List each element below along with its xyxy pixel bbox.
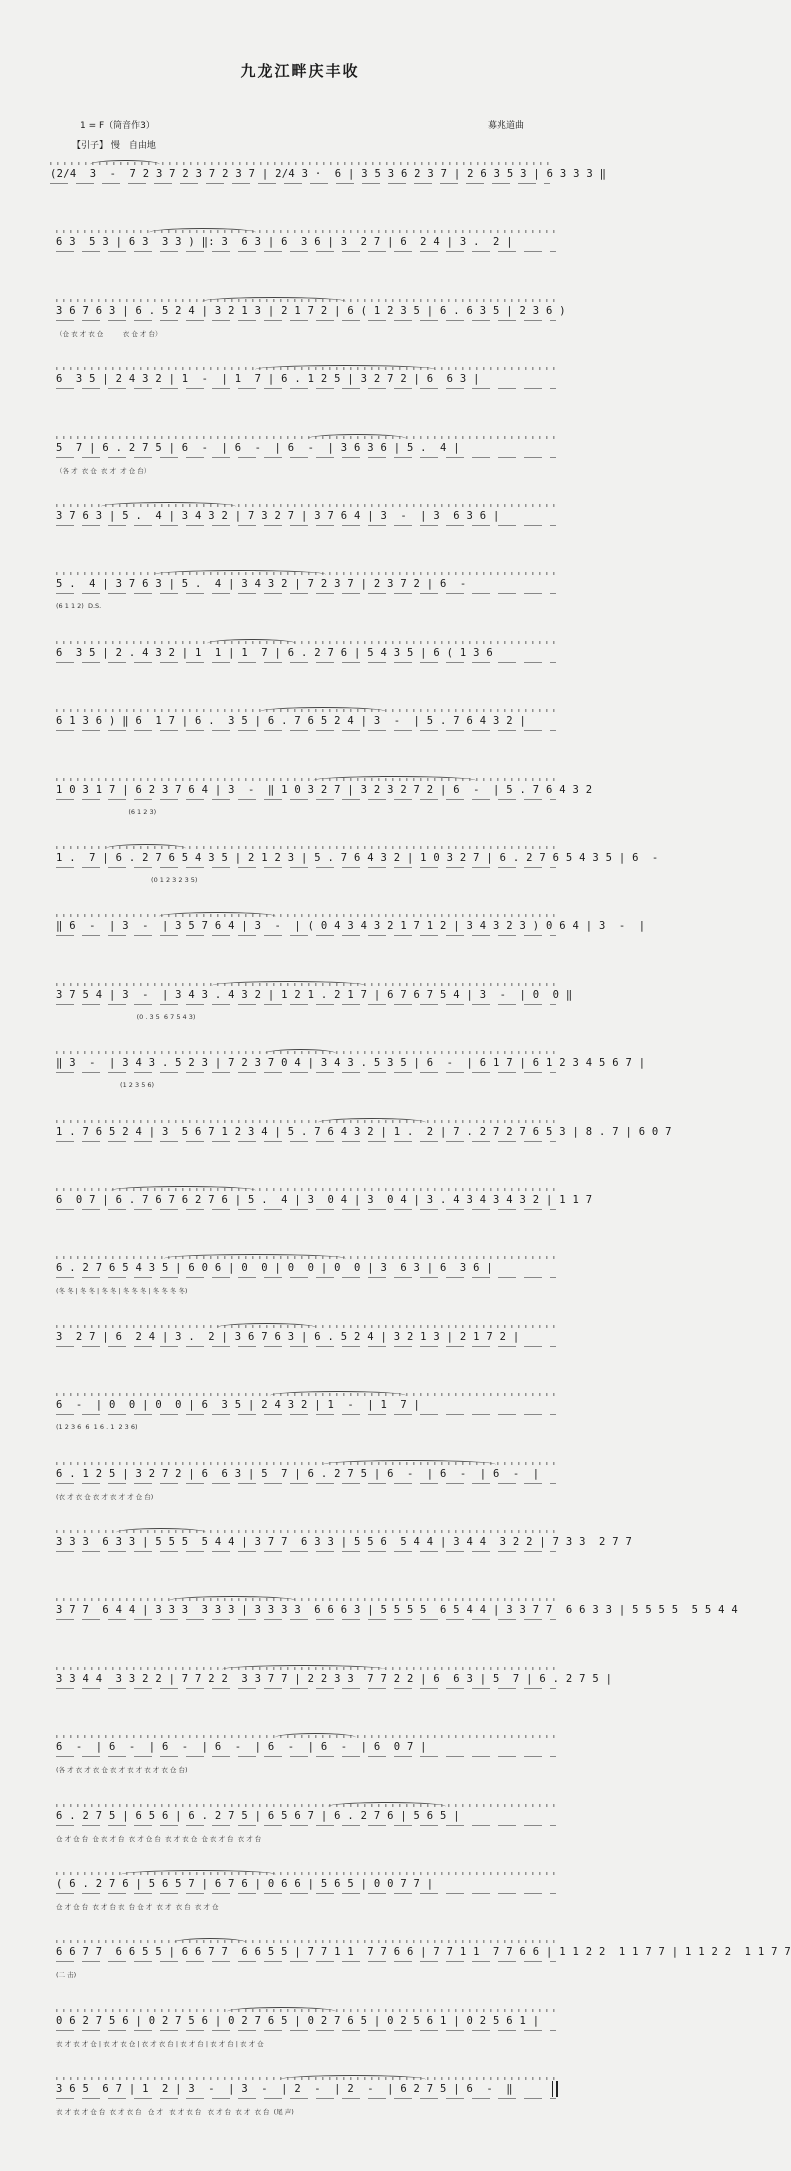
percussion-syllables: （各 才 衣 仓 衣 才 才 仓 台）: [56, 466, 151, 475]
ornament-dots: [56, 641, 556, 644]
ornament-dots: [56, 778, 556, 781]
duration-underline: [56, 1619, 556, 1620]
ornament-dots: [56, 1804, 556, 1807]
notation-line: 1 0 3 1 7 | 6 2 3 7 6 4 | 3 - ‖ 1 0 3 2 7 | 3 2 3 2 7 2 | 6 - | 5 . 7 6 4 3 2: [56, 783, 593, 796]
percussion-syllables: (冬 冬 | 冬 冬 | 冬 冬 | 冬 冬 冬 | 冬 冬 冬 冬): [56, 1287, 188, 1296]
notation-line: 6 1 3 6 ) ‖ 6 1 7 | 6 . 3 5 | 6 . 7 6 5 2 4 | 3 - | 5 . 7 6 4 3 2 |: [56, 715, 527, 728]
intro-label: 【引子】: [72, 141, 109, 151]
duration-underline: [56, 320, 556, 321]
score-line: [56, 1526, 633, 1572]
composer-credit: 募兆道曲: [488, 121, 525, 131]
notation-line: 6 3 5 | 2 4 3 2 | 1 - | 1 7 | 6 . 1 2 5 | 3 2 7 2 | 6 6 3 |: [56, 373, 480, 386]
duration-underline: [56, 388, 556, 389]
percussion-syllables: (二 击): [56, 1971, 77, 1980]
notation-line: ( 6 . 2 7 6 | 5 6 5 7 | 6 7 6 | 0 6 6 | 5 6 5 | 0 0 7 7 |: [56, 1878, 434, 1890]
percussion-syllables: (0 1 2 3 2 3 5): [56, 876, 198, 884]
ornament-dots: [56, 1598, 556, 1601]
duration-underline: [56, 1141, 556, 1142]
notation-line: 3 6 5 6 7 | 1 2 | 3 - | 3 - | 2 - | 2 - | 6 2 7 5 | 6 - ‖: [56, 2083, 513, 2096]
duration-underline: [56, 1072, 556, 1073]
notation-line: 5 . 4 | 3 7 6 3 | 5 . 4 | 3 4 3 2 | 7 2 3 7 | 2 3 7 2 | 6 -: [56, 578, 474, 591]
score-line: [56, 1116, 672, 1162]
score-line: [56, 1800, 556, 1846]
notation-line: 3 7 6 3 | 5 . 4 | 3 4 3 2 | 7 3 2 7 | 3 7 6 4 | 3 - | 3 6 3 6 |: [56, 510, 500, 522]
notation-line: 3 7 5 4 | 3 - | 3 4 3 . 4 3 2 | 1 2 1 . 2 1 7 | 6 7 6 7 5 4 | 3 - | 0 0 ‖: [56, 988, 573, 1001]
intro-tempo: 慢 自由地: [110, 141, 156, 151]
notation-line: 3 3 3 6 3 3 | 5 5 5 5 4 4 | 3 7 7 6 3 3 | 5 5 6 5 4 4 | 3 4 4 3 2 2 | 7 3 3 2 7 7: [56, 1536, 633, 1548]
duration-underline: [56, 1825, 556, 1826]
intro-marking: [72, 138, 156, 151]
notation-line: 3 3 4 4 3 3 2 2 | 7 7 2 2 3 3 7 7 | 2 2 3 3 7 7 2 2 | 6 6 3 | 5 7 | 6 . 2 7 5 |: [56, 1672, 613, 1685]
duration-underline: [56, 1209, 556, 1210]
duration-underline: [56, 525, 556, 526]
score-line: [56, 1321, 556, 1367]
percussion-syllables: (各 才 衣 才 衣 仓 衣 才 衣 才 衣 才 衣 仓 台): [56, 1766, 188, 1775]
score-line: [56, 1663, 613, 1709]
percussion-syllables: （仓 衣 才 衣 仓 衣 仓 才 台）: [56, 329, 162, 338]
duration-underline: [56, 730, 556, 731]
notation-line: 6 3 5 | 2 . 4 3 2 | 1 1 | 1 7 | 6 . 2 7 6 | 5 4 3 5 | 6 ( 1 3 6: [56, 646, 494, 659]
score-line: [56, 1252, 556, 1298]
score-line: [56, 842, 659, 888]
score-line: [56, 226, 556, 272]
notation-line: 3 7 7 6 4 4 | 3 3 3 3 3 3 | 3 3 3 3 6 6 6 3 | 5 5 5 5 6 5 4 4 | 3 3 7 7 6 6 3 3 | 5 5 5 5 5 5 4 4: [56, 1604, 739, 1617]
score-line: [56, 1184, 593, 1230]
notation-line: (2/4 3 - 7 2 3 7 2 3 7 2 3 7 | 2/4 3 · 6 | 3 5 3 6 2 3 7 | 2 6 3 5 3 | 6 3 3 3 ‖: [50, 168, 607, 180]
duration-underline: [56, 662, 556, 663]
final-barline: [552, 2081, 558, 2097]
score-line: [56, 1458, 556, 1504]
duration-underline: [56, 251, 556, 252]
percussion-syllables: 衣 才 衣 才 仓 | 衣 才 衣 仓 | 衣 才 衣 台 | 衣 才 台 | 衣 才 台 | 衣 才 仓: [56, 2039, 264, 2048]
score-line: [56, 295, 566, 341]
ornament-dots: [56, 1120, 556, 1123]
duration-underline: [56, 1688, 556, 1689]
notation-line: 6 - | 6 - | 6 - | 6 - | 6 - | 6 - | 6 0 7 |: [56, 1741, 427, 1754]
duration-underline: [56, 2098, 556, 2099]
notation-line: ‖ 6 - | 3 - | 3 5 7 6 4 | 3 - | ( 0 4 3 4 3 2 1 7 1 2 | 3 4 3 2 3 ) 0 6 4 | 3 - |: [56, 920, 646, 933]
score-line: [56, 910, 646, 956]
score-line: [56, 1868, 556, 1914]
score-line: [56, 1731, 556, 1777]
notation-line: 0 6 2 7 5 6 | 0 2 7 5 6 | 0 2 7 6 5 | 0 2 7 6 5 | 0 2 5 6 1 | 0 2 5 6 1 |: [56, 2014, 540, 2027]
notation-line: 1 . 7 6 5 2 4 | 3 5 6 7 1 2 3 4 | 5 . 7 6 4 3 2 | 1 . 2 | 7 . 2 7 2 7 6 5 3 | 8 . 7 | 6 0 7: [56, 1125, 672, 1138]
percussion-syllables: (0 . 3 5 6 7 5 4 3): [56, 1012, 196, 1021]
ornament-dots: [56, 914, 556, 917]
percussion-syllables: 仓 才 仓 台 衣 才 台 衣 台 仓 才 衣 才 衣 台 衣 才 仓: [56, 1903, 219, 1911]
key-signature: 1 = F（筒音作3）: [80, 121, 155, 131]
duration-underline: [56, 1483, 556, 1484]
percussion-syllables: (1 2 3 6 6 1 6 . 1 2 3 6): [56, 1423, 138, 1432]
score-line: [56, 774, 593, 820]
ornament-dots: [56, 436, 556, 439]
notation-line: 3 6 7 6 3 | 6 . 5 2 4 | 3 2 1 3 | 2 1 7 2 | 6 ( 1 2 3 5 | 6 . 6 3 5 | 2 3 6 ): [56, 304, 566, 317]
duration-underline: [56, 457, 556, 458]
score-line: [56, 1594, 739, 1640]
score-line: [56, 2073, 556, 2119]
duration-underline: [56, 1551, 556, 1552]
duration-underline: [56, 935, 556, 936]
score-line: [56, 2005, 556, 2051]
notation-line: 1 . 7 | 6 . 2 7 6 5 4 3 5 | 2 1 2 3 | 5 . 7 6 4 3 2 | 1 0 3 2 7 | 6 . 2 7 6 5 4 3 5 | 6 -: [56, 852, 659, 864]
duration-underline: [56, 1961, 556, 1962]
notation-line: 6 6 7 7 6 6 5 5 | 6 6 7 7 6 6 5 5 | 7 7 1 1 7 7 6 6 | 7 7 1 1 7 7 6 6 | 1 1 2 2 1 1 7 7 | 1 1 2 2 1 1 7 7: [56, 1946, 791, 1959]
score-line: [50, 158, 607, 204]
duration-underline: [56, 1756, 556, 1757]
notation-line: 6 . 1 2 5 | 3 2 7 2 | 6 6 3 | 5 7 | 6 . 2 7 5 | 6 - | 6 - | 6 - |: [56, 1467, 540, 1480]
score-line: [56, 432, 556, 478]
duration-underline: [56, 2030, 556, 2031]
percussion-syllables: 仓 才 仓 台 仓 衣 才 台 衣 才 仓 台 衣 才 衣 仓 仓 衣 才 台 衣 才 台: [56, 1834, 262, 1843]
score-title: 九龙江畔庆丰收: [240, 62, 360, 80]
duration-underline: [56, 593, 556, 594]
duration-underline: [50, 183, 550, 184]
percussion-syllables: (6 1 2 3): [56, 807, 157, 816]
duration-underline: [56, 1893, 556, 1894]
score-line: [56, 1936, 791, 1982]
ornament-dots: [56, 230, 556, 233]
duration-underline: [56, 1004, 556, 1005]
percussion-syllables: (1 2 3 5 6): [56, 1081, 155, 1090]
notation-line: 6 - | 0 0 | 0 0 | 6 3 5 | 2 4 3 2 | 1 - | 1 7 |: [56, 1399, 421, 1412]
notation-line: 6 . 2 7 5 | 6 5 6 | 6 . 2 7 5 | 6 5 6 7 | 6 . 2 7 6 | 5 6 5 |: [56, 1809, 460, 1822]
percussion-syllables: 衣 才 衣 才 仓 台 衣 才 衣 台 仓 才 衣 才 衣 台 衣 才 台 衣 才 衣 台 (尾 声): [56, 2108, 294, 2117]
notation-line: ‖ 3 - | 3 4 3 . 5 2 3 | 7 2 3 7 0 4 | 3 4 3 . 5 3 5 | 6 - | 6 1 7 | 6 1 2 3 4 5 6 7 |: [56, 1057, 646, 1070]
score-line: [56, 979, 573, 1025]
percussion-syllables: (6 1 1 2) D.S.: [56, 602, 102, 611]
duration-underline: [56, 799, 556, 800]
ornament-dots: [56, 1940, 556, 1943]
notation-line: 5 7 | 6 . 2 7 5 | 6 - | 6 - | 6 - | 3 6 3 6 | 5 . 4 |: [56, 441, 460, 454]
notation-line: 6 3 5 3 | 6 3 3 3 ) ‖: 3 6 3 | 6 3 6 | 3 2 7 | 6 2 4 | 3 . 2 |: [56, 236, 513, 249]
duration-underline: [56, 867, 556, 868]
score-line: [56, 568, 556, 614]
duration-underline: [56, 1414, 556, 1415]
score-line: [56, 1389, 556, 1435]
notation-line: 3 2 7 | 6 2 4 | 3 . 2 | 3 6 7 6 3 | 6 . 5 2 4 | 3 2 1 3 | 2 1 7 2 |: [56, 1330, 520, 1343]
notation-line: 6 . 2 7 6 5 4 3 5 | 6 0 6 | 0 0 | 0 0 | 0 0 | 3 6 3 | 6 3 6 |: [56, 1262, 494, 1275]
percussion-syllables: (衣 才 衣 仓 衣 才 衣 才 才 仓 台): [56, 1492, 154, 1501]
score-line: [56, 705, 556, 751]
score-line: [56, 363, 556, 409]
duration-underline: [56, 1277, 556, 1278]
duration-underline: [56, 1346, 556, 1347]
score-line: [56, 500, 556, 546]
notation-line: 6 0 7 | 6 . 7 6 7 6 2 7 6 | 5 . 4 | 3 0 4 | 3 0 4 | 3 . 4 3 4 3 4 3 2 | 1 1 7: [56, 1194, 593, 1206]
score-line: [56, 1047, 646, 1093]
score-line: [56, 637, 556, 683]
